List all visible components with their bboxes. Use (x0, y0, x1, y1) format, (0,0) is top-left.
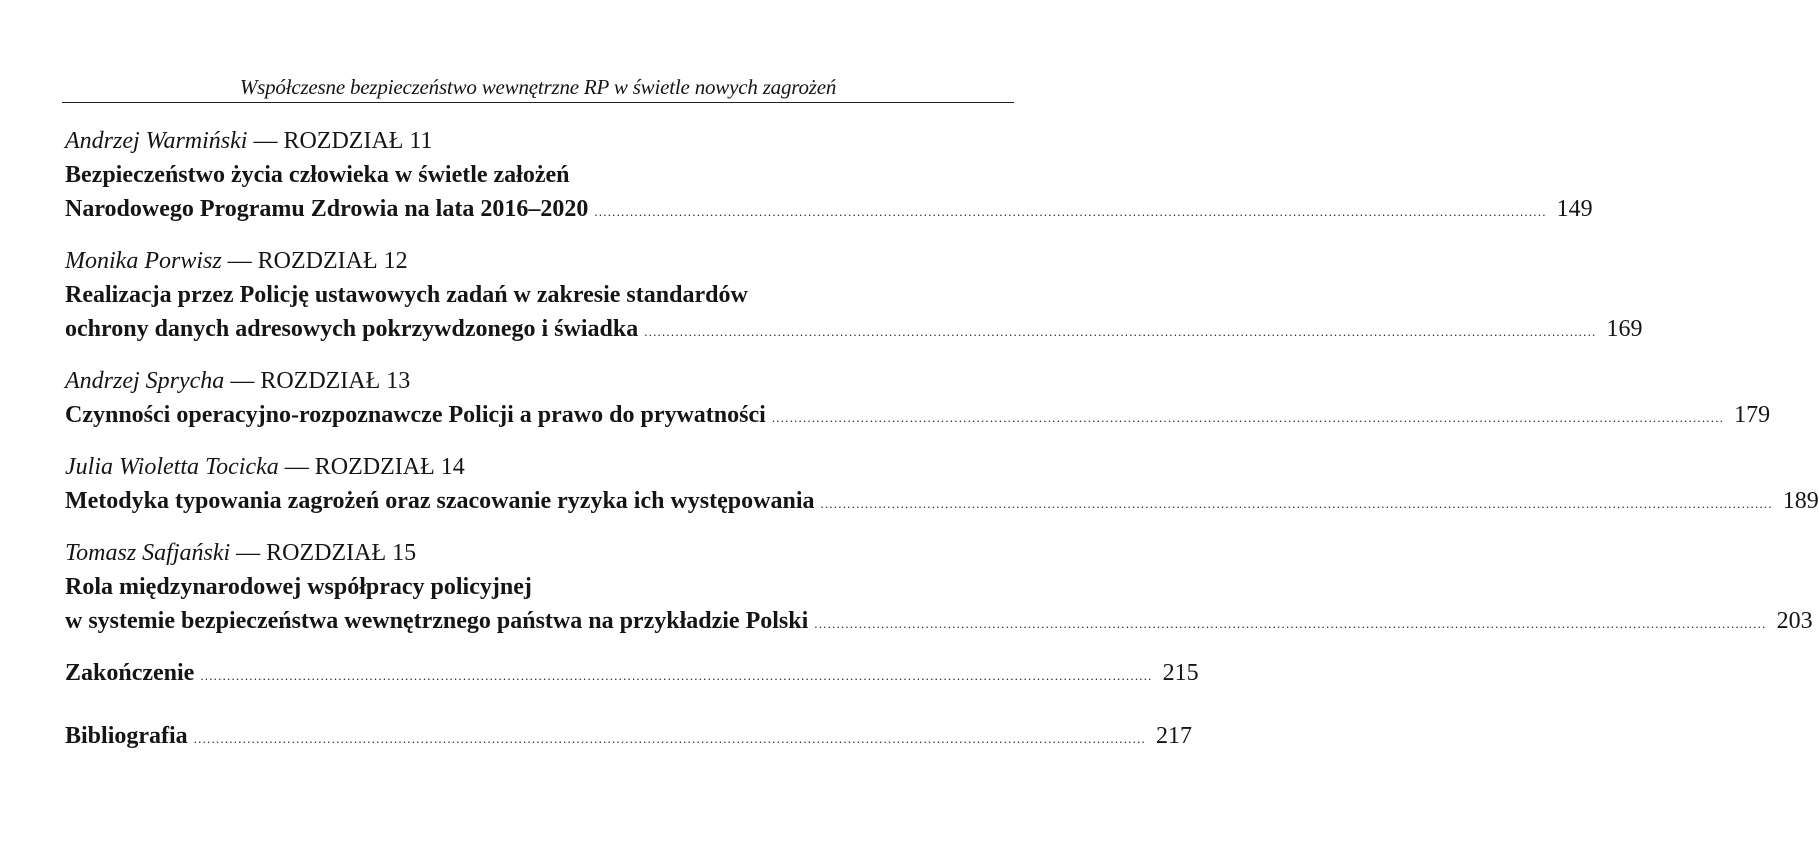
dot-leader: ...................................................................................................................................................................................................................... (820, 496, 1773, 511)
toc-title-text: Metodyka typowania zagrożeń oraz szacowanie ryzyka ich występowania (65, 488, 815, 514)
toc-title-text: w systemie bezpieczeństwa wewnętrznego państwa na przykładzie Polski (65, 608, 809, 634)
toc-entry-bibliography (65, 719, 1192, 756)
toc-page-number: 149 (1556, 196, 1593, 222)
running-header: Współczesne bezpieczeństwo wewnętrzne RP w świetle nowych zagrożeń (239, 75, 837, 99)
toc-page-number: 203 (1776, 608, 1813, 634)
toc-chapter-label: — ROZDZIAŁ 12 (227, 248, 408, 274)
toc-title-text: Czynności operacyjno-rozpoznawcze Policji a prawo do prywatności (65, 402, 766, 428)
toc-title-text: ochrony danych adresowych pokrzywdzonego i świadka (65, 316, 639, 342)
table-of-contents (65, 124, 1819, 782)
dot-leader: ...................................................................................................................................................................................................................... (644, 324, 1597, 339)
toc-title-final-line[interactable] (65, 398, 1771, 435)
dot-leader: ...................................................................................................................................................................................................................... (594, 204, 1547, 219)
toc-title-line: Rola międzynarodowej współpracy policyjnej (65, 574, 532, 600)
toc-title-final-line[interactable] (65, 312, 1643, 349)
header-rule (62, 102, 1014, 103)
toc-author: Andrzej Sprycha (65, 368, 225, 394)
toc-entry-chapter-13 (65, 364, 1771, 435)
toc-title-final-line[interactable] (65, 656, 1199, 693)
toc-title-final-line[interactable] (65, 192, 1593, 229)
toc-author: Andrzej Warmiński (65, 128, 248, 154)
toc-title-final-line[interactable] (65, 484, 1819, 521)
dot-leader: ...................................................................................................................................................................................................................... (200, 668, 1153, 683)
toc-title-text: Zakończenie (65, 660, 195, 686)
toc-title-line: Realizacja przez Policję ustawowych zadań w zakresie standardów (65, 282, 748, 308)
toc-entry-byline (65, 244, 1013, 278)
toc-author: Julia Wioletta Tocicka (65, 454, 279, 480)
toc-page-number: 217 (1155, 723, 1192, 749)
toc-chapter-label: — ROZDZIAŁ 11 (253, 128, 433, 154)
toc-page-number: 179 (1734, 402, 1771, 428)
toc-entry-chapter-14 (65, 450, 1819, 521)
toc-title-final-line[interactable] (65, 719, 1192, 756)
toc-author: Monika Porwisz (65, 248, 222, 274)
toc-chapter-label: — ROZDZIAŁ 15 (236, 540, 417, 566)
toc-author: Tomasz Safjański (65, 540, 231, 566)
toc-chapter-label: — ROZDZIAŁ 13 (230, 368, 411, 394)
toc-entry-conclusion (65, 656, 1199, 693)
dot-leader: ...................................................................................................................................................................................................................... (193, 731, 1146, 746)
toc-title-line: Bezpieczeństwo życia człowieka w świetle założeń (65, 162, 570, 188)
toc-page-number: 169 (1606, 316, 1643, 342)
toc-entry-chapter-12 (65, 244, 1643, 349)
dot-leader: ...................................................................................................................................................................................................................... (771, 410, 1725, 425)
toc-entry-chapter-15 (65, 536, 1813, 641)
toc-entry-chapter-11 (65, 124, 1593, 229)
toc-title-final-line[interactable] (65, 604, 1813, 641)
toc-entry-byline (65, 124, 1013, 158)
toc-entry-byline (65, 364, 1013, 398)
toc-title-text: Narodowego Programu Zdrowia na lata 2016–2020 (65, 196, 589, 222)
dot-leader: ...................................................................................................................................................................................................................... (814, 616, 1767, 631)
toc-chapter-label: — ROZDZIAŁ 14 (284, 454, 465, 480)
toc-entry-byline (65, 450, 1013, 484)
toc-title-text: Bibliografia (65, 723, 188, 749)
toc-entry-byline (65, 536, 1013, 570)
toc-page-number: 189 (1782, 488, 1819, 514)
toc-page-number: 215 (1162, 660, 1199, 686)
